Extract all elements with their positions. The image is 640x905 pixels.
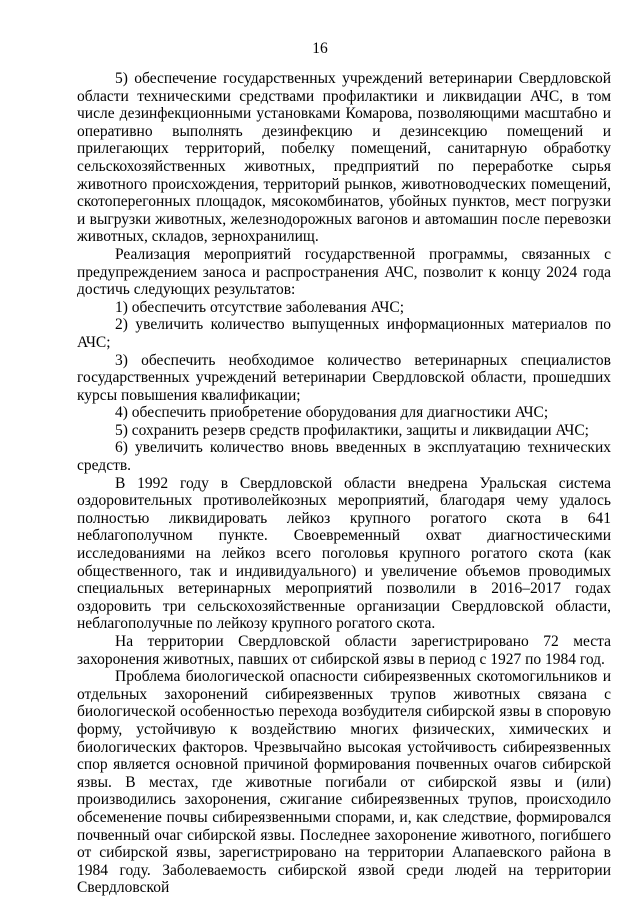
page-number: 16 — [312, 40, 328, 57]
result-item-3: 3) обеспечить необходимое количество ветеринарных специалистов государственных учреждений ветеринарии Свердловской области, прошедших курсы повышения квалификации; — [77, 351, 611, 404]
paragraph-anthrax-burial-sites: На территории Свердловской области зарегистрировано 72 места захоронения животных, павших от сибирской язвы в период с 1927 по 1984 год. — [77, 633, 611, 668]
result-item-1: 1) обеспечить отсутствие заболевания АЧС; — [115, 298, 405, 316]
paragraph-leukosis-program: В 1992 году в Свердловской области внедрена Уральская система оздоровительных противолейкозных мероприятий, благодаря чему удалось полностью ликвидировать лейкоз крупного рогатого скота в 641 неблагополучном пункте. Своевременный охват диагностическими исследованиями на лейкоз всего поголовья крупного рогатого скота (как общественного, так и индивидуального) и увеличение объемов проводимых специальных ветеринарных мероприятий позволили в 2016–2017 годах оздоровить три сельскохозяйственные организации Свердловской области, неблагополучные по лейкозу крупного рогатого скота. — [77, 474, 611, 633]
result-item-4: 4) обеспечить приобретение оборудования для диагностики АЧС; — [115, 404, 549, 422]
document-body — [77, 70, 611, 897]
paragraph-item-5-equipment: 5) обеспечение государственных учреждений ветеринарии Свердловской области техническими средствами профилактики и ликвидации АЧС, в том числе дезинфекционными установками Комарова, позволяющими масштабно и оперативно выполнять дезинфекцию и дезинсекцию помещений и прилегающих территорий, побелку помещений, санитарную обработку сельскохозяйственных животных, предприятий по переработке сырья животного происхождения, территорий рынков, животноводческих помещений, скотоперегонных площадок, мясокомбинатов, убойных пунктов, мест погрузки и выгрузки животных, железнодорожных вагонов и автомашин после перевозки животных, складов, зернохранилищ. — [77, 70, 611, 246]
paragraph-program-results-intro: Реализация мероприятий государственной программы, связанных с предупреждением заноса и распространения АЧС, позволит к концу 2024 года достичь следующих результатов: — [77, 245, 611, 299]
result-item-2: 2) увеличить количество выпущенных информационных материалов по АЧС; — [77, 316, 611, 351]
result-item-6: 6) увеличить количество вновь введенных в эксплуатацию технических средств. — [77, 439, 611, 475]
result-item-5: 5) сохранить резерв средств профилактики, защиты и ликвидации АЧС; — [115, 421, 589, 439]
paragraph-anthrax-hazard: Проблема биологической опасности сибиреязвенных скотомогильников и отдельных захоронений сибиреязвенных трупов животных связана с биологической особенностью перехода возбудителя сибирской язвы в споровую форму, устойчивую к воздействию многих физических, химических и биологических факторов. Чрезвычайно высокая устойчивость сибиреязвенных спор является основной причиной формирования почвенных очагов сибирской язвы. В местах, где животные погибали от сибирской язвы и (или) производились захоронения, сжигание сибиреязвенных трупов, происходило обсеменение почвы сибиреязвенными спорами, и, как следствие, формировался почвенный очаг сибирской язвы. Последнее захоронение животного, погибшего от сибирской язвы, зарегистрировано на территории Алапаевского района в 1984 году. Заболеваемость сибирской язвой среди людей на территории Свердловской — [77, 668, 611, 897]
